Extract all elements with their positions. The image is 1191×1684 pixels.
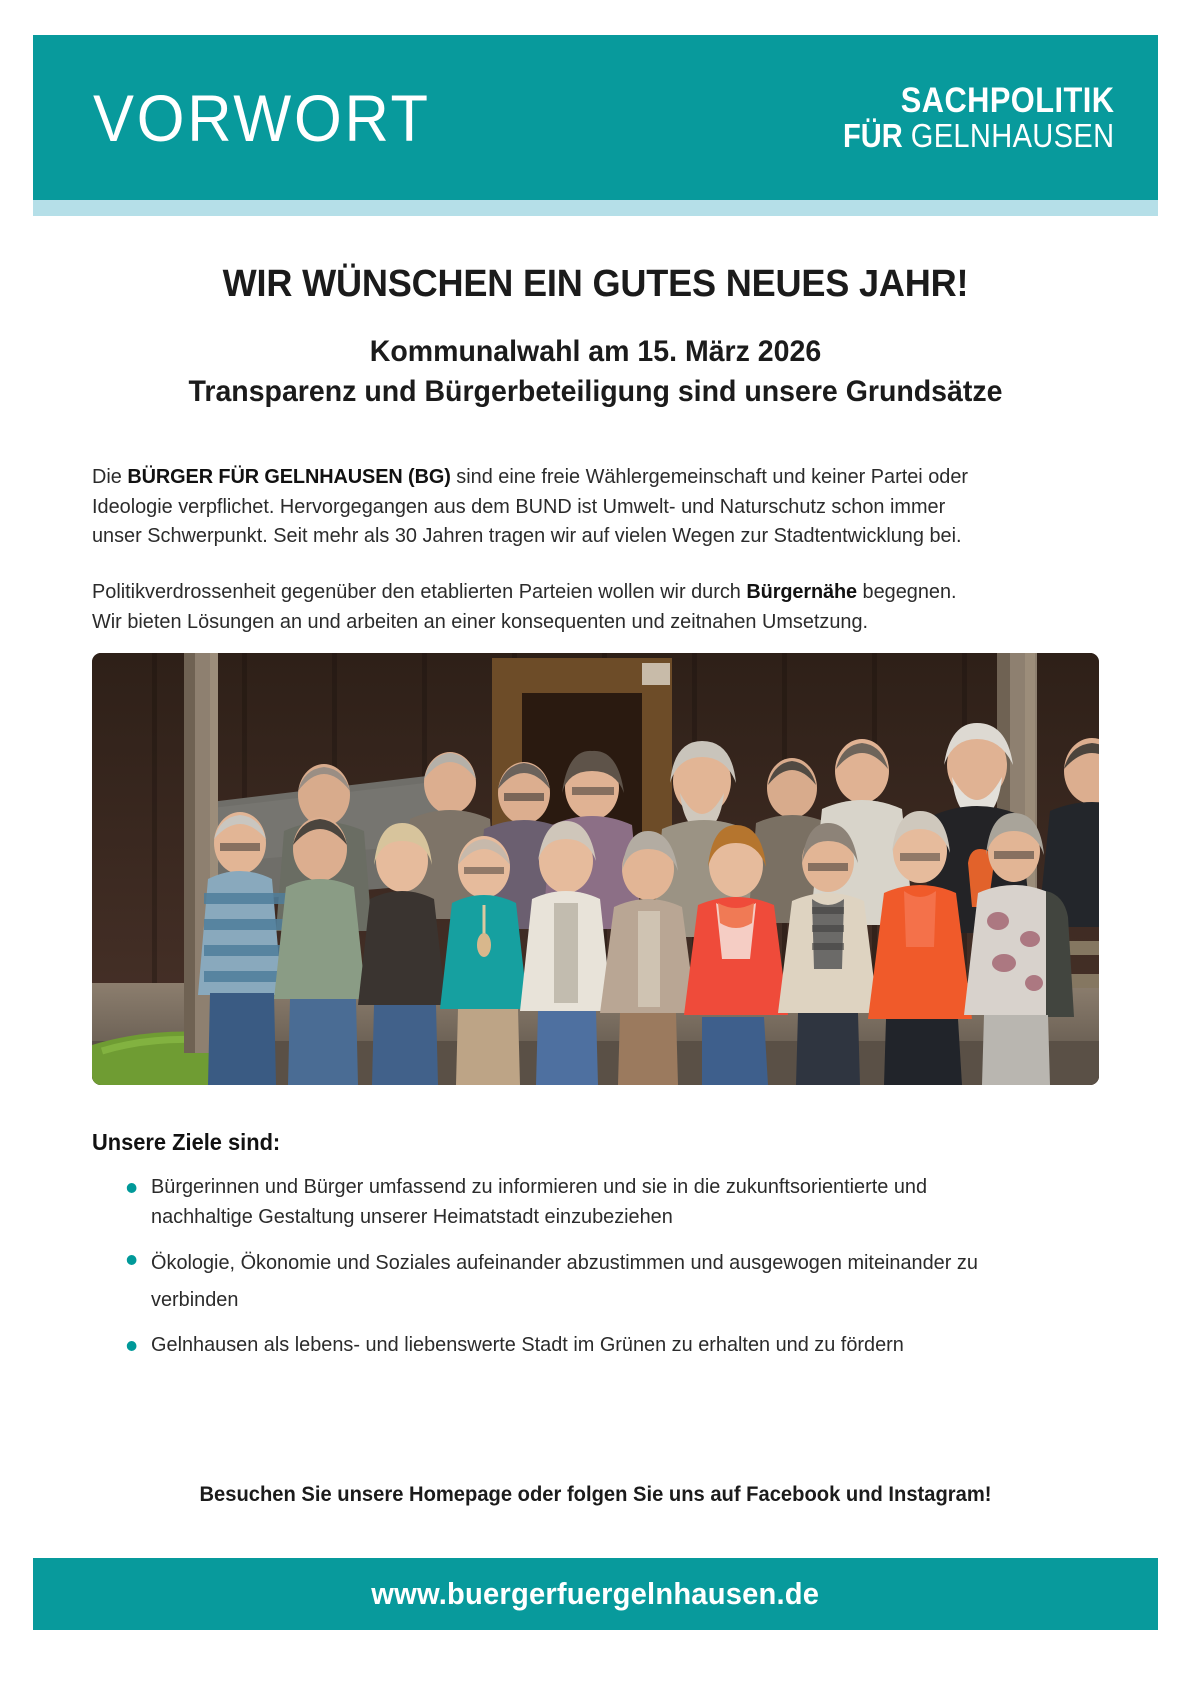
bullet-icon: [127, 1255, 137, 1265]
list-item: [120, 1172, 983, 1232]
page-footer: [33, 1558, 1158, 1630]
logo-line-sachpolitik: SACHPOLITIK: [900, 81, 1114, 120]
people-front-row: [198, 811, 1074, 1085]
subheadline-group: [0, 332, 1191, 412]
paragraph-approach: [92, 577, 977, 636]
paragraph-about-pre: Die: [92, 465, 128, 488]
logo-word-gelnhausen: GELNHAUSEN: [910, 117, 1114, 154]
call-to-action: Besuchen Sie unsere Homepage oder folgen Sie uns auf Facebook und Instagram!: [199, 1483, 992, 1506]
paragraph-about-post: sind eine freie Wählergemeinschaft und keiner Partei oder Ideologie verpflichet. Hervorgegangen aus dem BUND ist Umwelt- und Naturschutz schon immer unser Schwerpunkt. Seit mehr als 30 Jahren tragen wir auf vielen Wegen zur Stadtentwicklung bei.: [92, 465, 969, 548]
list-item: [120, 1244, 983, 1319]
goal-text: Gelnhausen als lebens- und liebenswerte Stadt im Grünen zu erhalten und zu fördern: [151, 1333, 904, 1357]
page-title: VORWORT: [93, 80, 431, 155]
group-photo: [92, 653, 1099, 1085]
main-headline: WIR WÜNSCHEN EIN GUTES NEUES JAHR!: [222, 263, 969, 305]
subheadline-principles: Transparenz und Bürgerbeteiligung sind unsere Grundsätze: [188, 374, 1003, 408]
paragraph-approach-post: begegnen. Wir bieten Lösungen an und arbeiten an einer konsequenten und zeitnahen Umsetzung.: [92, 580, 957, 633]
goals-heading: Unsere Ziele sind:: [92, 1129, 281, 1155]
bullet-icon: [127, 1183, 137, 1193]
logo-word-fuer: FÜR: [842, 117, 903, 154]
bullet-icon: [127, 1341, 137, 1351]
logo-line-fuer-gelnhausen: [843, 119, 1114, 152]
goal-text: Bürgerinnen und Bürger umfassend zu informieren und sie in die zukunftsorientierte und nachhaltige Gestaltung unserer Heimatstadt einzubeziehen: [151, 1175, 928, 1228]
subheadline-election-date: Kommunalwahl am 15. März 2026: [369, 335, 822, 368]
brand-logo: [843, 83, 1114, 152]
goal-text: Ökologie, Ökonomie und Soziales aufeinander abzustimmen und ausgewogen miteinander zu verbinden: [151, 1250, 978, 1312]
paragraph-about-bold: BÜRGER FÜR GELNHAUSEN (BG): [127, 465, 451, 488]
website-url[interactable]: www.buergerfuergelnhausen.de: [371, 1576, 820, 1611]
paragraph-approach-pre: Politikverdrossenheit gegenüber den etablierten Parteien wollen wir durch: [92, 580, 747, 604]
paragraph-approach-bold: Bürgernähe: [746, 580, 858, 604]
list-item: [120, 1330, 983, 1360]
header-accent-bar: [33, 200, 1158, 216]
group-photo-illustration: [92, 653, 1099, 1085]
intro-text-block: [92, 462, 1004, 663]
page-header: [33, 35, 1158, 200]
paragraph-about: [92, 462, 977, 551]
goals-list: [120, 1172, 1010, 1372]
